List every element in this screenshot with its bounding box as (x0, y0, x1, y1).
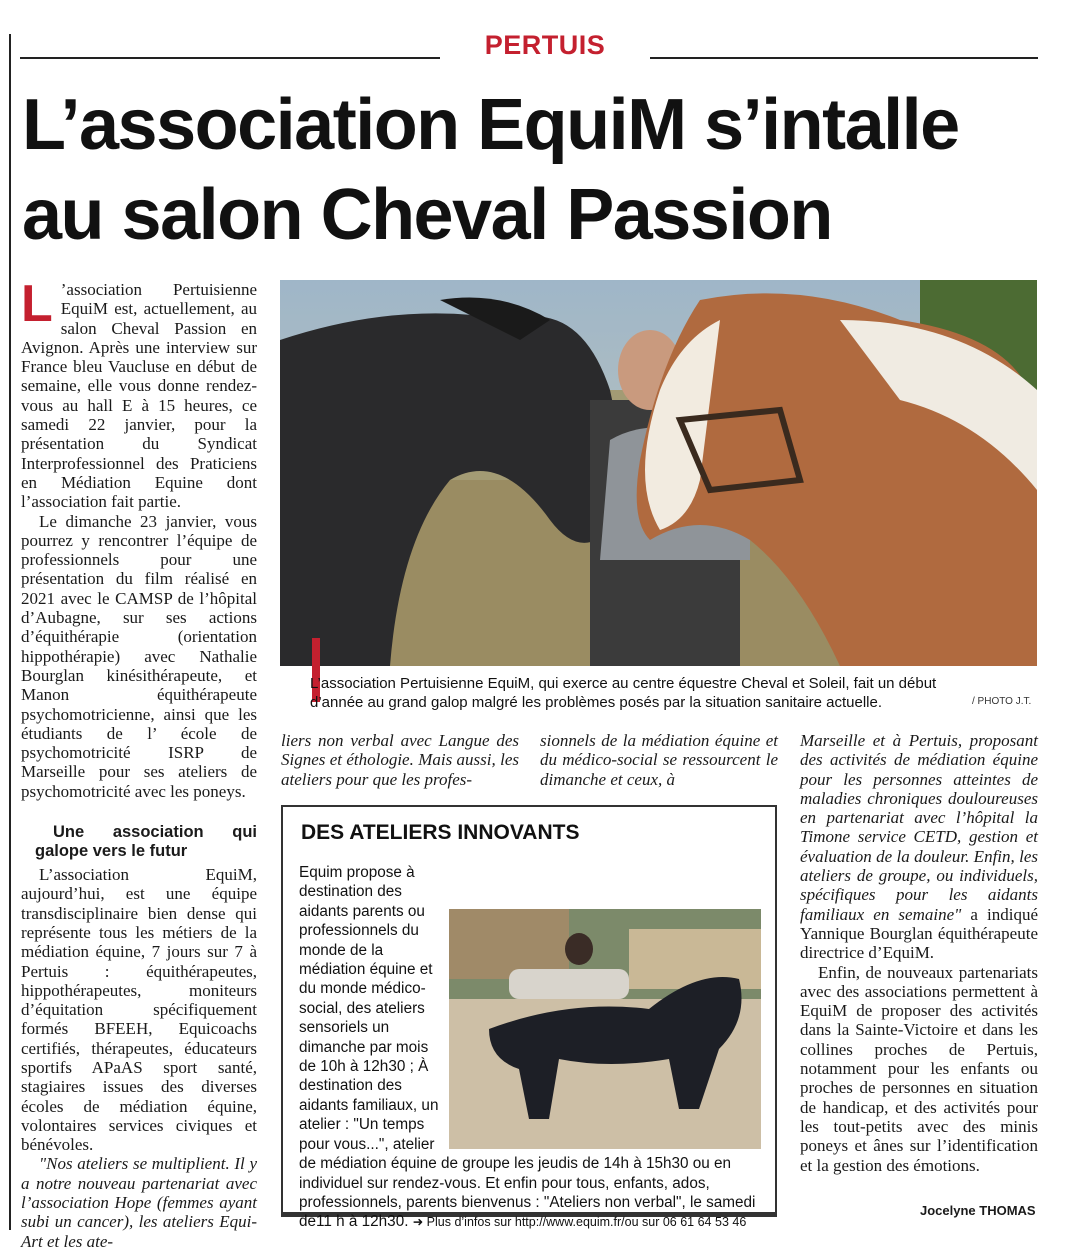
article-column-1 (21, 275, 257, 1251)
box-link[interactable]: ➜ Plus d’infos sur http://www.equim.fr/ou sur 06 61 64 53 46 (412, 1215, 747, 1230)
box-title: DES ATELIERS INNOVANTS (301, 821, 580, 844)
workshop-photo (449, 909, 761, 1149)
quote-attribution: a indiqué Yannique Bourglan équithérapeute directrice d’EquiM. (800, 904, 1038, 963)
section-label: PERTUIS (484, 30, 606, 60)
author-signature: Jocelyne THOMAS (920, 1203, 1036, 1218)
box-end: Et enfin pour tous, enfants, ados, professionnels, parents bienvenus : "Ateliers non verbal", le samedi de11 h à 12h30. (299, 1174, 756, 1231)
subheading: Une association qui galope vers le futur (35, 823, 257, 861)
left-border-rule (9, 34, 11, 1230)
article-column-2 (281, 731, 519, 789)
section-rule-right (650, 57, 1038, 59)
paragraph-quote-start: "Nos ateliers se multiplient. Il y a notre nouveau partenariat avec l’association Hope (femmes ayant subi un cancer), les ateliers Equi-Art et les ate- (21, 1154, 257, 1251)
paragraph-equipe: L’association EquiM, aujourd’hui, est une équipe transdisciplinaire bien dense qui représente tous les métiers de la médiation équine, 7 jours sur 7 à Pertuis : équithérapeutes, hippothérapeutes, moniteurs d’équitation spécifiquement formés BFEEH, Equicoachs certifiés, thérapeutes, éducateurs sportifs APaAS sport santé, stagiaires issues des diverses écoles de médiation équine, volontaires services civiques et bénévoles. (21, 865, 257, 1155)
paragraph-intro (21, 275, 257, 512)
quote-end-text: Marseille et à Pertuis, proposant des activités de médiation équine pour les personnes atteintes de maladies chroniques douloureuses en partenariat avec l’hôpital la Timone service CETD, gestion et évaluation de la douleur. Enfin, les ateliers de groupe, ou individuels, spécifiques pour les aidants familiaux en semaine" (800, 731, 1038, 924)
headline-line-2: au salon Cheval Passion (22, 175, 832, 255)
box-intro: Equim propose à destination des aidants parents ou professionnels du monde de la médiation équine et du monde médico-social, des ateliers sensoriels un dimanche par mois de 10h à 12h30 ; À destination des aidants familiaux, un atelier : "Un temps pour vous...", atelier de médiation équine de groupe les jeudis de 14h à 15h30 ou en individuel sur rendez-vous. (299, 864, 732, 1192)
horses-photo (280, 280, 1037, 666)
paragraph-quote-end (800, 731, 1038, 963)
article-column-4 (800, 731, 1038, 1175)
section-rule-left (20, 57, 440, 59)
horses-photo-illustration (280, 280, 1037, 666)
column-3-text: sionnels de la médiation équine et du médico-social se ressourcent le dimanche et ceux, à (540, 731, 778, 789)
paragraph-dimanche: Le dimanche 23 janvier, vous pourrez y rencontrer l’équipe de professionnels pour une présentation du film réalisé en 2021 avec le CAMSP de l’hôpital d’Aubagne, sur ses actions d’équithérapie (orientation hippothérapie) avec Nathalie Bourglan kinésithérapeute, et Manon équithérapeute psychomotricienne, ainsi que les étudiants de l’ école de psychomotricité ISRP de Marseille pour ses ateliers de psychomotricité avec les poneys. (21, 511, 257, 801)
headline (22, 80, 1062, 260)
drop-cap: L (21, 275, 53, 333)
headline-line-1: L’association EquiM s’intalle (22, 85, 959, 165)
column-2-text: liers non verbal avec Langue des Signes et éthologie. Mais aussi, les ateliers pour que les profes- (281, 731, 519, 789)
ateliers-box (281, 805, 777, 1231)
photo-caption: L’association Pertuisienne EquiM, qui exerce au centre équestre Cheval et Soleil, fait un début d’année au grand galop malgré les problèmes posés par la situation sanitaire actuelle. (310, 675, 937, 711)
article-column-3 (540, 731, 778, 789)
paragraph-intro-text: ’association Pertuisienne EquiM est, actuellement, au salon Cheval Passion en Avignon. Après une interview sur France bleu Vaucluse en début de semaine, elle vous donne rendez-vous au hall E à 15 heures, ce samedi 22 janvier, pour la présentation du Syndicat Interprofessionnel des Praticiens en Médiation Equine dont l’association fait partie. (21, 280, 257, 512)
photo-credit: / PHOTO J.T. (972, 696, 1032, 707)
workshop-photo-illustration (449, 909, 761, 1149)
paragraph-partenariats: Enfin, de nouveaux partenariats avec des associations permettent à EquiM de proposer des activités dans la Sainte-Victoire et dans les collines proches de Pertuis, notamment pour les enfants ou proches de personnes en situation de handicap, et des activités pour les tout-petits avec des minis poneys et ânes sur l’identification et la gestion des émotions. (800, 962, 1038, 1175)
